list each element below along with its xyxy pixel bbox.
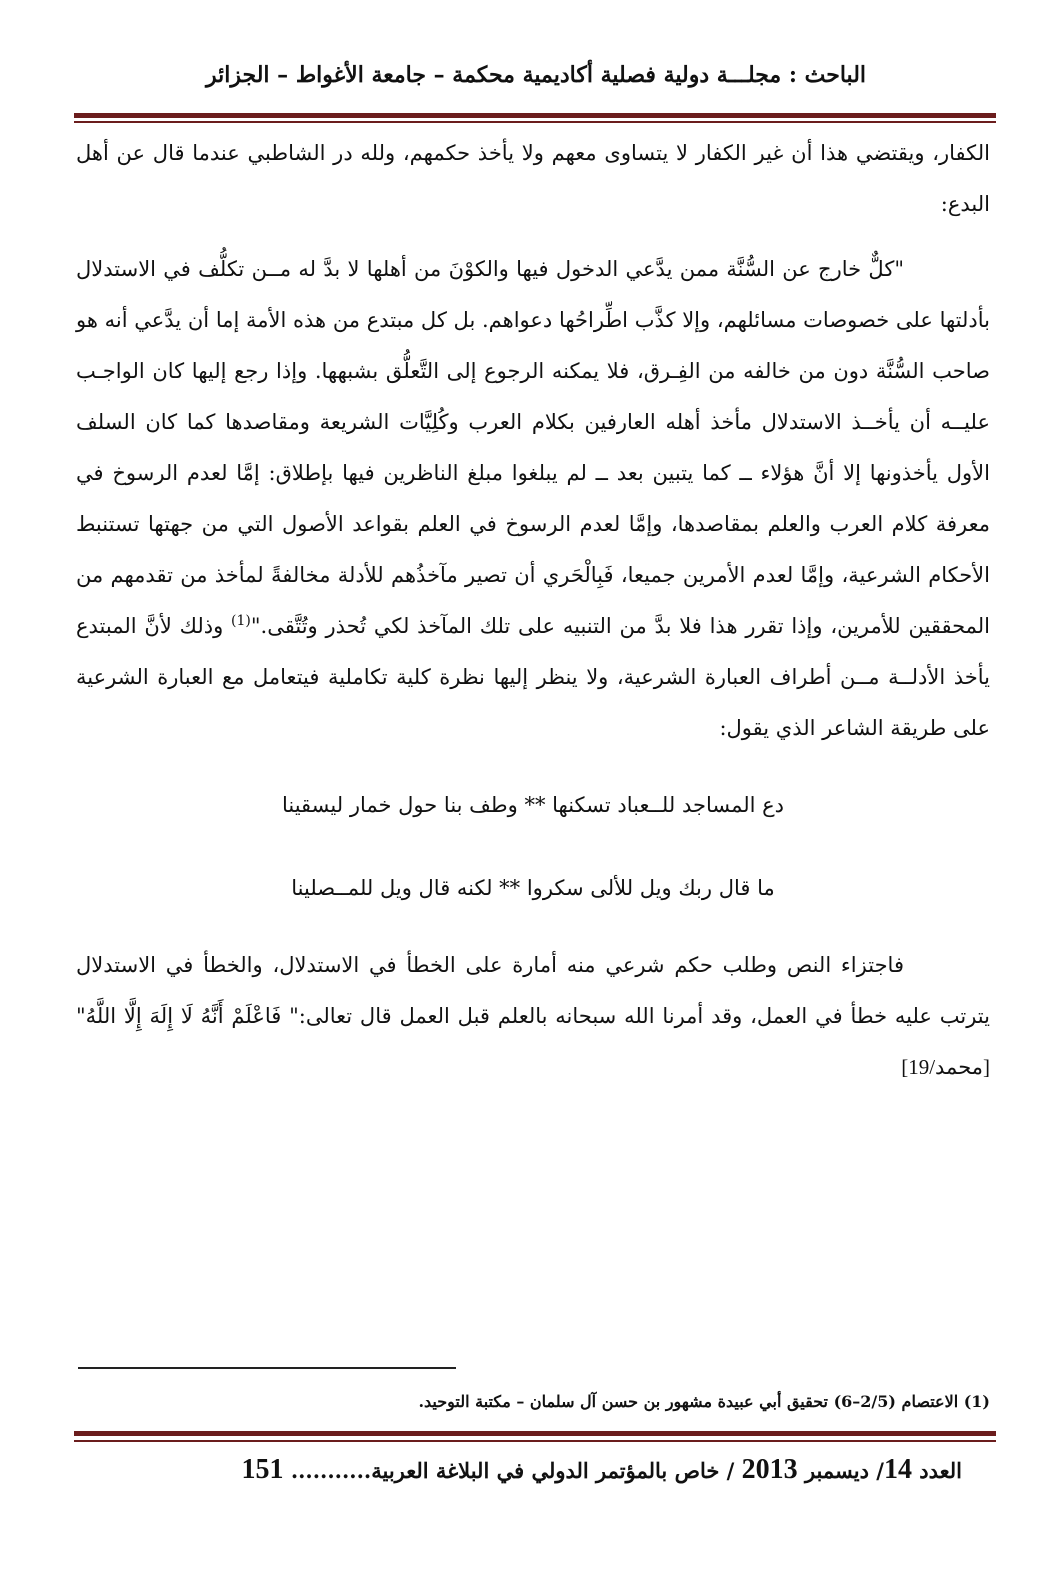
quran-reference: [محمد/19] — [901, 1055, 990, 1079]
header-rule-thin — [74, 121, 996, 123]
article-body — [76, 128, 990, 1093]
footer-rule-thin — [74, 1440, 996, 1442]
footer-year: 2013 — [741, 1454, 798, 1485]
quote-continuation: وذلك لأنَّ المبتدع يأخذ الأدلــة مــن أطراف العبارة الشرعية، ولا ينظر إليها نظرة كلية تكاملية فيتعامل مع العبارة الشرعية على طريقة الشاعر الذي يقول: — [76, 614, 990, 740]
page-number: 151 — [241, 1454, 284, 1485]
quotation-paragraph — [76, 244, 990, 754]
footer-description: / خاص بالمؤتمر الدولي في البلاغة العربية........... — [290, 1458, 742, 1483]
shatibi-quote: "كلٌّ خارج عن السُّنَّة ممن يدَّعي الدخول فيها والكوْنَ من أهلها لا بدَّ له مــن تكلُّف في الاستدلال بأدلتها على خصوصات مسائلهم، وإلا كذَّب اطِّراحُها دعواهم. بل كل مبتدع من هذه الأمة إما أن يدَّعي أنه هو صاحب السُّنَّة دون من خالفه من الفِـرق، فلا يمكنه الرجوع إلى التَّعلُّق بشبهها. وإذا رجع إليها كان الواجـب عليــه أن يأخــذ الاستدلال مأخذ أهله العارفين بكلام العرب وكُلِيَّات الشريعة ومقاصدها كما كان السلف الأول يأخذونها إلا أنَّ هؤلاء ــ كما يتبين بعد ــ لم يبلغوا مبلغ الناظرين فيها بإطلاق: إمَّا لعدم الرسوخ في معرفة كلام العرب والعلم بمقاصدها، وإمَّا لعدم الرسوخ في العلم بقواعد الأصول التي من جهتها تستنبط الأحكام الشرعية، وإمَّا لعدم الأمرين جميعا، فَبِالْحَري أن تصير مآخذُهم للأدلة مخالفةً لمأخذ من تقدمهم من المحققين للأمرين، وإذا تقرر هذا فلا بدَّ من التنبيه على تلك المآخذ لكي تُحذر وتُتَّقى." — [76, 257, 990, 638]
poem-verse-1: دع المساجد للــعباد تسكنها ** وطف بنا حول خمار ليسقينا — [281, 793, 785, 817]
footer-rule-thick — [74, 1431, 996, 1436]
footer-issue-number: 14 — [883, 1454, 912, 1485]
journal-header: الباحث : مجلـــة دولية فصلية أكاديمية محكمة – جامعة الأغواط – الجزائر — [205, 62, 867, 88]
footnote-marker: (1) — [231, 613, 251, 629]
footnote-separator — [78, 1367, 456, 1369]
closing-paragraph — [76, 940, 990, 1093]
footnote: (1) الاعتصام (2/5–6) تحقيق أبي عبيدة مشهور بن حسن آل سلمان – مكتبة التوحيد. — [418, 1392, 990, 1411]
header-rule-thick — [74, 113, 996, 118]
closing-text: فاجتزاء النص وطلب حكم شرعي منه أمارة على الخطأ في الاستدلال، والخطأ في الاستدلال يترتب عليه خطأ في العمل، وقد أمرنا الله سبحانه بالعلم قبل العمل قال تعالى:" فَاعْلَمْ أَنَّهُ لَا إِلَهَ إِلَّا اللَّهُ" — [76, 953, 990, 1028]
footer-month: / ديسمبر — [797, 1458, 884, 1483]
intro-paragraph: الكفار، ويقتضي هذا أن غير الكفار لا يتساوى معهم ولا يأخذ حكمهم، ولله در الشاطبي عندما قال عن أهل البدع: — [76, 141, 990, 216]
poem-verse-2: ما قال ربك ويل للألى سكروا ** لكنه قال ويل للمــصلينا — [291, 876, 775, 900]
journal-footer — [88, 1454, 962, 1486]
footer-issue-label: العدد — [911, 1458, 962, 1483]
